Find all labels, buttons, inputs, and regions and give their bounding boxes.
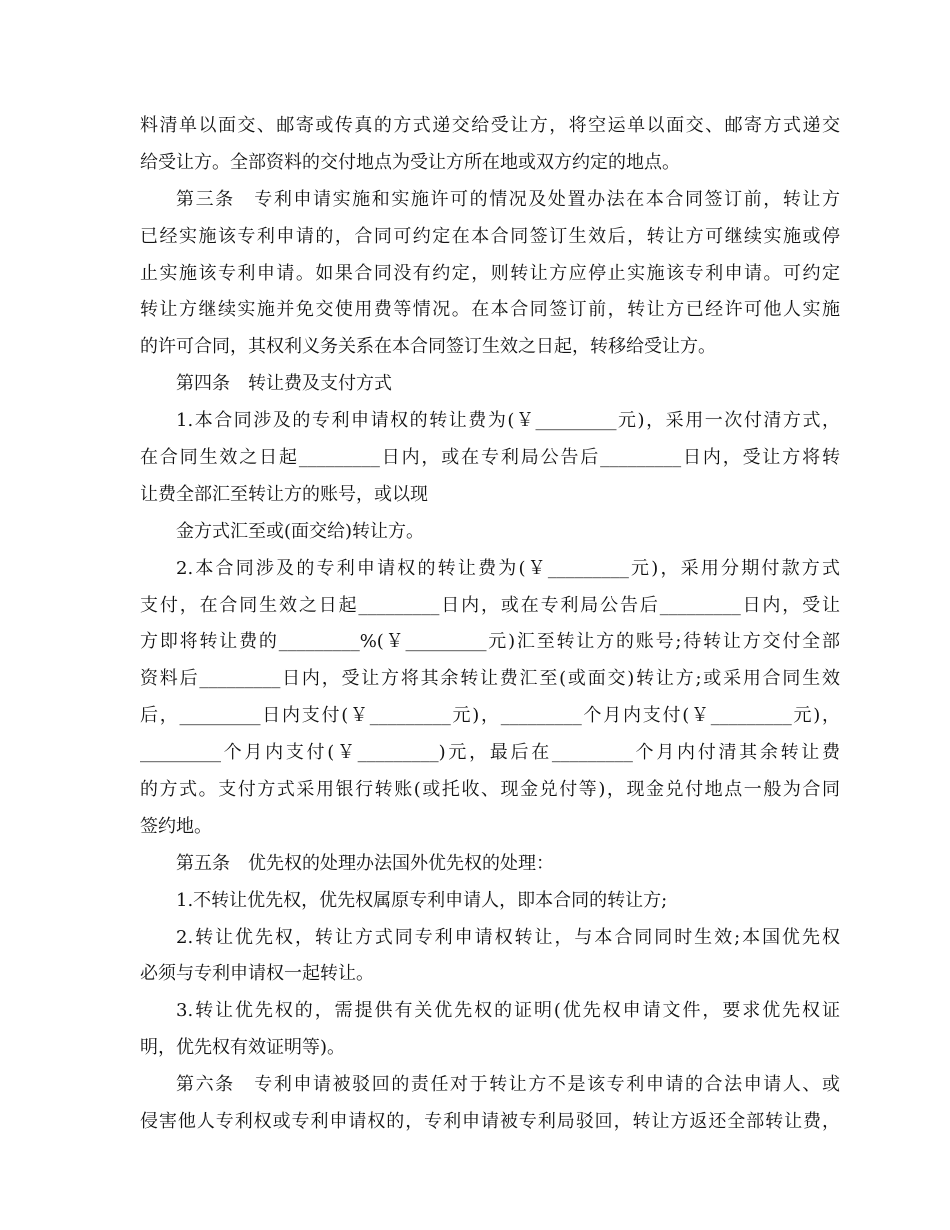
- text-line: 止实施该专利申请。如果合同没有约定，则转让方应停止实施该专利申请。可约定: [140, 262, 840, 284]
- text-line: 3.转让优先权的，需提供有关优先权的证明(优先权申请文件，要求优先权证: [176, 1000, 840, 1022]
- text-line: 料清单以面交、邮寄或传真的方式递交给受让方，将空运单以面交、邮寄方式递交: [140, 115, 840, 136]
- text-line: 支付，在合同生效之日起_________日内，或在专利局公告后_________日内，受让: [140, 594, 840, 616]
- text-line: 金方式汇至或(面交给)转让方。: [176, 520, 425, 542]
- text-line: 第四条 转让费及支付方式: [176, 373, 392, 395]
- contract-body-text: [140, 108, 840, 1141]
- text-line: 2.转让优先权，转让方式同专利申请权转让，与本合同同时生效;本国优先权: [176, 926, 840, 948]
- text-line: _________个月内支付(￥_________)元，最后在_________个月内付清其余转让费: [140, 742, 840, 764]
- text-line: 在合同生效之日起_________日内，或在专利局公告后_________日内，受让方将转: [140, 447, 840, 469]
- text-line: 方即将转让费的_________%(￥_________元)汇至转让方的账号;待转让方交付全部: [140, 631, 840, 653]
- text-line: 1.不转让优先权，优先权属原专利申请人，即本合同的转让方;: [176, 889, 668, 911]
- text-line: 1.本合同涉及的专利申请权的转让费为(￥_________元)，采用一次付清方式，: [176, 410, 840, 432]
- text-line: 的许可合同，其权利义务关系在本合同签订生效之日起，转移给受让方。: [140, 336, 716, 358]
- text-line: 必须与专利申请权一起转让。: [140, 963, 374, 985]
- text-line: 第六条 专利申请被驳回的责任对于转让方不是该专利申请的合法申请人、或: [176, 1074, 840, 1096]
- text-line: 已经实施该专利申请的，合同可约定在本合同签订生效后，转让方可继续实施或停: [140, 225, 840, 247]
- text-line: 明，优先权有效证明等)。: [140, 1037, 346, 1059]
- text-line: 侵害他人专利权或专利申请权的，专利申请被专利局驳回，转让方返还全部转让费，: [140, 1111, 840, 1133]
- text-line: 给受让方。全部资料的交付地点为受让方所在地或双方约定的地点。: [140, 151, 680, 173]
- text-line: 签约地。: [140, 815, 212, 837]
- text-line: 2.本合同涉及的专利申请权的转让费为(￥_________元)，采用分期付款方式: [176, 557, 840, 579]
- text-line: 让费全部汇至转让方的账号，或以现: [140, 483, 428, 505]
- text-line: 转让方继续实施并免交使用费等情况。在本合同签订前，转让方已经许可他人实施: [140, 299, 840, 321]
- text-line: 资料后_________日内，受让方将其余转让费汇至(或面交)转让方;或采用合同生效: [140, 668, 840, 690]
- text-line: 第五条 优先权的处理办法国外优先权的处理：: [176, 852, 554, 874]
- text-line: 后，_________日内支付(￥_________元)，_________个月内支付(￥_________元)，: [140, 705, 840, 727]
- text-line: 第三条 专利申请实施和实施许可的情况及处置办法在本合同签订前，转让方: [176, 188, 840, 210]
- text-line: 的方式。支付方式采用银行转账(或托收、现金兑付等)，现金兑付地点一般为合同: [140, 779, 840, 801]
